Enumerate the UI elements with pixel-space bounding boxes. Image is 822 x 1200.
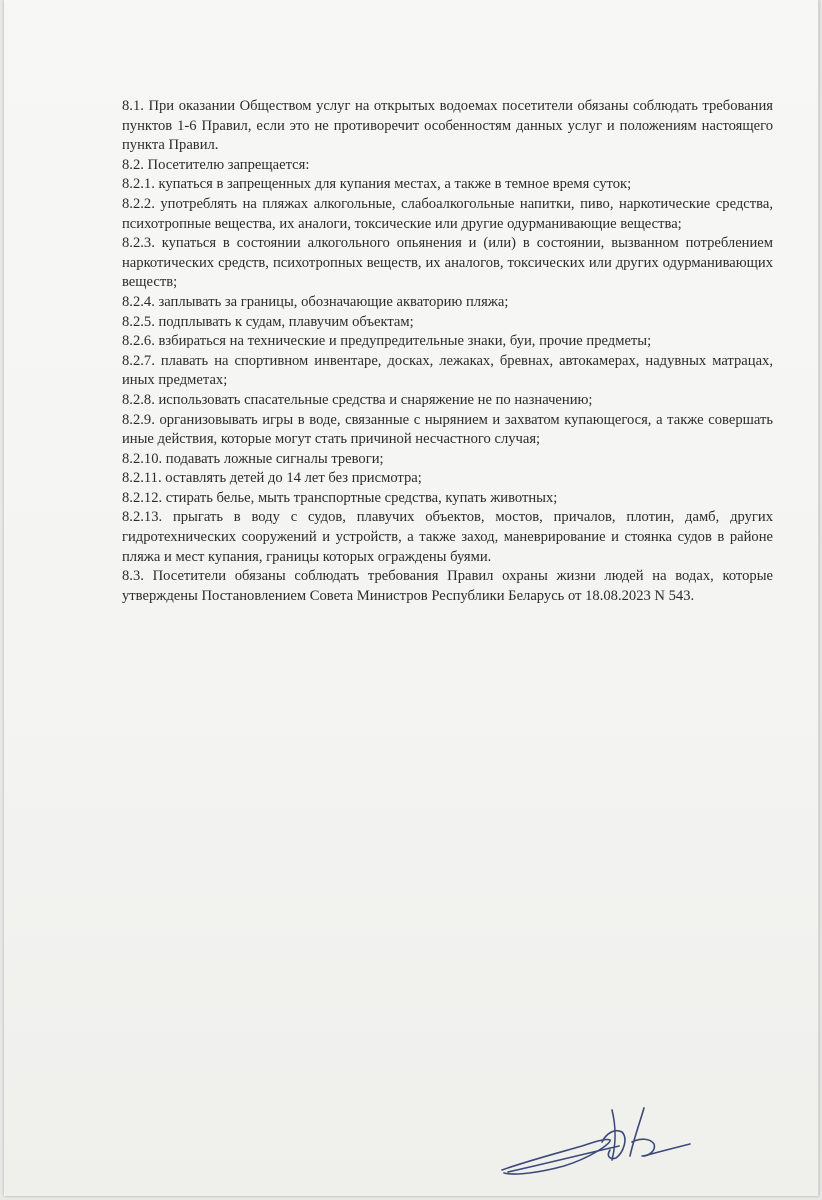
paragraph-8-2-12: 8.2.12. стирать белье, мыть транспортные средства, купать животных; [122,489,558,506]
document-page [4,0,819,1196]
paragraph-8-2-11: 8.2.11. оставлять детей до 14 лет без присмотра; [122,470,422,487]
paragraph-8-2-4: 8.2.4. заплывать за границы, обозначающие акваторию пляжа; [122,293,509,310]
paragraph-8-2-8: 8.2.8. использовать спасательные средства и снаряжение не по назначению; [122,391,593,408]
document-body [122,97,773,606]
paragraph-8-1: 8.1. При оказании Обществом услуг на открытых водоемах посетители обязаны соблюдать требования пунктов 1-6 Правил, если это не противоречит особенностям данных услуг и положениям настоящего пункта Правил. [122,98,773,154]
paragraph-8-3: 8.3. Посетители обязаны соблюдать требования Правил охраны жизни людей на водах, которые утверждены Постановлением Совета Министров Республики Беларусь от 18.08.2023 N 543. [122,568,773,604]
paragraph-8-2-9: 8.2.9. организовывать игры в воде, связанные с нырянием и захватом купающегося, а также совершать иные действия, которые могут стать причиной несчастного случая; [122,411,773,448]
paragraph-8-2-10: 8.2.10. подавать ложные сигналы тревоги; [122,450,384,467]
paragraph-8-2-5: 8.2.5. подплывать к судам, плавучим объектам; [122,313,414,330]
paragraph-8-2: 8.2. Посетителю запрещается: [122,156,310,173]
paragraph-8-2-6: 8.2.6. взбираться на технические и предупредительные знаки, буи, прочие предметы; [122,333,652,350]
paragraph-8-2-2: 8.2.2. употреблять на пляжах алкогольные, слабоалкогольные напитки, пиво, наркотические средства, психотропные вещества, их аналоги, токсические или другие одурманивающие вещества; [122,195,773,232]
paragraph-8-2-1: 8.2.1. купаться в запрещенных для купания местах, а также в темное время суток; [122,176,632,193]
paragraph-8-2-3: 8.2.3. купаться в состоянии алкогольного опьянения и (или) в состоянии, вызванном потреблением наркотических средств, психотропных веществ, их аналогов, токсических или других одурманивающих веществ; [122,235,773,291]
paragraph-8-2-7: 8.2.7. плавать на спортивном инвентаре, досках, лежаках, бревнах, автокамерах, надувных матрацах, иных предметах; [122,352,773,389]
signature-icon [494,1098,694,1180]
paragraph-8-2-13: 8.2.13. прыгать в воду с судов, плавучих объектов, мостов, причалов, плотин, дамб, других гидротехнических сооружений и устройств, а также заход, маневрирование и стоянка судов в районе пляжа и мест купания, границы которых ограждены буями. [122,509,773,565]
